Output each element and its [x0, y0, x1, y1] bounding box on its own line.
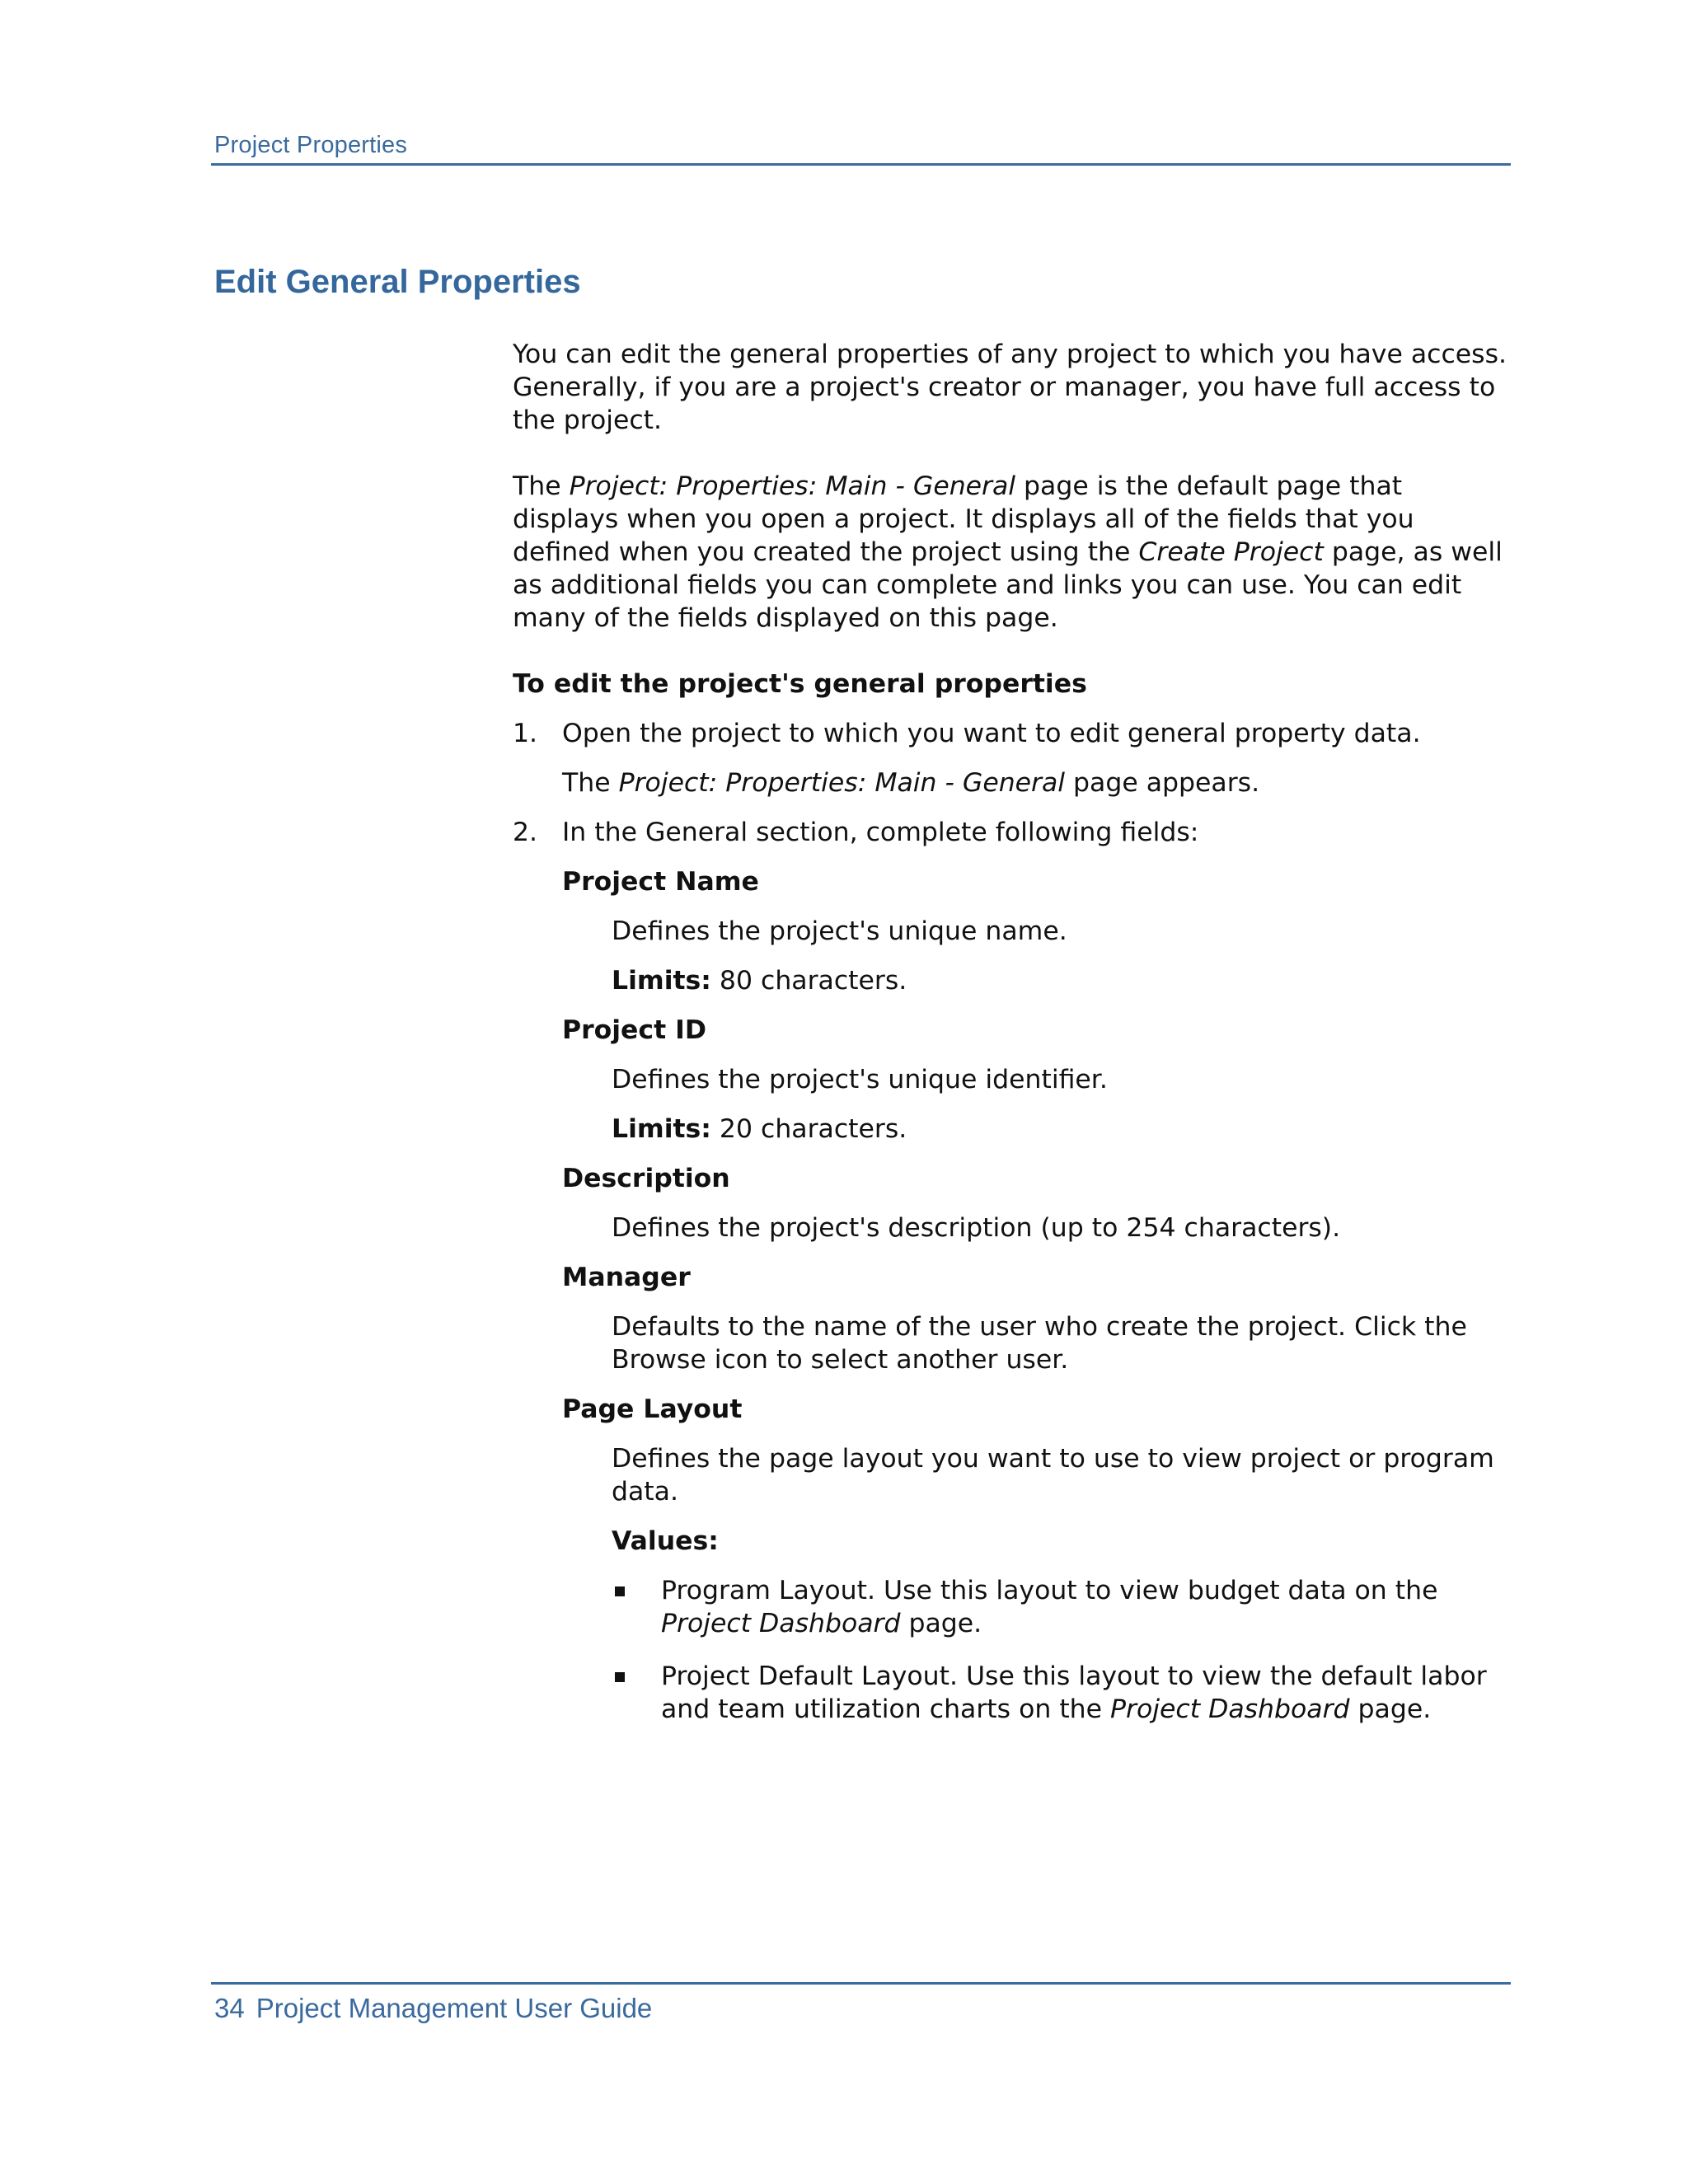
field-def-project-id: Defines the project's unique identifier.	[612, 1065, 1108, 1094]
bullet-2-text-a: Project Default Layout. Use this layout to view the default labor and team utilization charts on the	[661, 1661, 1487, 1724]
field-limits-project-id	[513, 1113, 1512, 1146]
bullet-1-text-a: Program Layout. Use this layout to view budget data on the	[661, 1576, 1438, 1605]
step-1-result	[513, 766, 1512, 799]
step-1-result-a: The	[562, 768, 619, 798]
step-1	[513, 717, 1512, 750]
procedure-title: To edit the project's general properties	[513, 669, 1087, 699]
limits-label: Limits:	[612, 966, 711, 996]
page-header	[211, 132, 1511, 166]
page-footer	[214, 1993, 663, 2024]
intro-paragraph-2	[513, 470, 1512, 635]
bullet-1-text-b: page.	[900, 1609, 982, 1638]
field-def-description: Defines the project's description (up to 254 characters).	[612, 1213, 1341, 1243]
values-bullet-2	[513, 1660, 1512, 1726]
step-1-text: Open the project to which you want to edit general property data.	[562, 719, 1421, 748]
footer-divider	[211, 1982, 1511, 1985]
step-2	[513, 816, 1512, 849]
guide-title: Project Management User Guide	[256, 1993, 653, 2023]
para2-text-b: page is the default page that displays when you open a project. It displays all of the fields that you defined when you created the project using the	[513, 471, 1414, 567]
field-term-manager: Manager	[562, 1263, 691, 1292]
limits-label: Limits:	[612, 1114, 711, 1144]
bullet-1-page: Project Dashboard	[661, 1609, 901, 1638]
page-number: 34	[214, 1993, 245, 2023]
square-bullet-icon	[615, 1586, 625, 1596]
field-def-page-layout: Defines the page layout you want to use to view project or program data.	[612, 1444, 1494, 1507]
step-1-result-b: page appears.	[1065, 768, 1260, 798]
step-1-number: 1.	[513, 719, 538, 748]
para2-create-page-name: Create Project	[1138, 537, 1324, 567]
values-label: Values:	[612, 1526, 719, 1556]
field-term-page-layout: Page Layout	[562, 1394, 743, 1424]
body-content	[513, 338, 1512, 1746]
field-def-manager: Defaults to the name of the user who create the project. Click the Browse icon to select another user.	[612, 1312, 1467, 1375]
section-heading: Edit General Properties	[214, 264, 581, 300]
step-1-result-page: Project: Properties: Main - General	[618, 768, 1066, 798]
bullet-2-page: Project Dashboard	[1110, 1694, 1350, 1724]
para2-text-c: page, as well as additional fields you can complete and links you can use. You can edit many of the fields displayed on this page.	[513, 537, 1503, 633]
step-2-text: In the General section, complete following fields:	[562, 818, 1199, 847]
field-limits-project-name	[513, 964, 1512, 997]
running-header-title: Project Properties	[214, 132, 408, 158]
intro-paragraph-1: You can edit the general properties of any project to which you have access. Generally, if you are a project's creator or manager, you have full access to the project.	[513, 340, 1507, 435]
limits-value: 20 characters.	[710, 1114, 907, 1144]
field-term-project-name: Project Name	[562, 867, 759, 897]
values-bullet-1	[513, 1574, 1512, 1640]
step-2-number: 2.	[513, 818, 538, 847]
field-def-project-name: Defines the project's unique name.	[612, 916, 1067, 946]
bullet-2-text-b: page.	[1349, 1694, 1432, 1724]
limits-value: 80 characters.	[710, 966, 907, 996]
para2-page-name: Project: Properties: Main - General	[569, 471, 1016, 501]
field-term-project-id: Project ID	[562, 1015, 706, 1045]
field-term-description: Description	[562, 1164, 730, 1193]
square-bullet-icon	[615, 1672, 625, 1682]
para2-text-a: The	[513, 471, 570, 501]
